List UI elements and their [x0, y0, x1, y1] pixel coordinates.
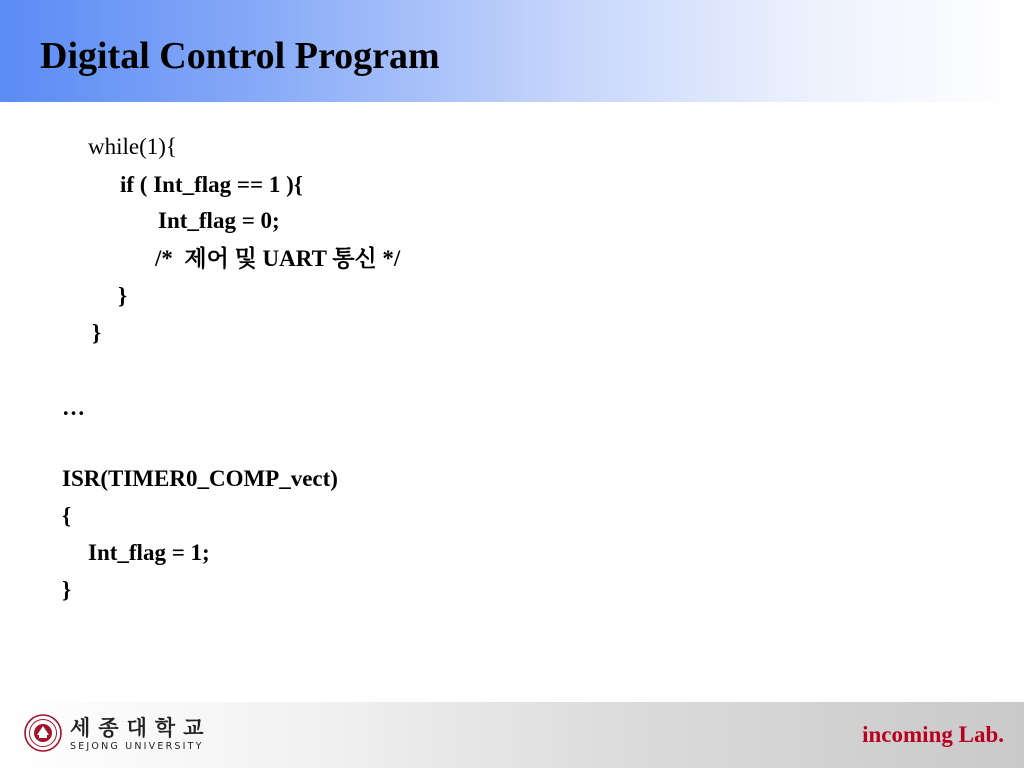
code-line: …	[62, 395, 85, 420]
slide-title: Digital Control Program	[40, 35, 440, 77]
code-line: {	[62, 503, 72, 528]
code-line: while(1){	[88, 134, 177, 159]
code-line: }	[118, 283, 128, 308]
code-line: if ( Int_flag == 1 ){	[120, 172, 303, 197]
title-bar	[0, 0, 1024, 102]
code-line: Int_flag = 1;	[88, 540, 210, 565]
code-line: /* 제어 및 UART 통신 */	[155, 246, 401, 271]
university-name-english: SEJONG UNIVERSITY	[70, 741, 204, 752]
code-line: Int_flag = 0;	[158, 208, 280, 233]
university-name-korean: 세종대학교	[70, 716, 212, 740]
university-seal-icon	[24, 714, 62, 752]
code-line: }	[62, 577, 72, 602]
code-line: }	[92, 320, 102, 345]
lab-name: incoming Lab.	[862, 722, 1004, 747]
code-line: ISR(TIMER0_COMP_vect)	[62, 466, 338, 491]
